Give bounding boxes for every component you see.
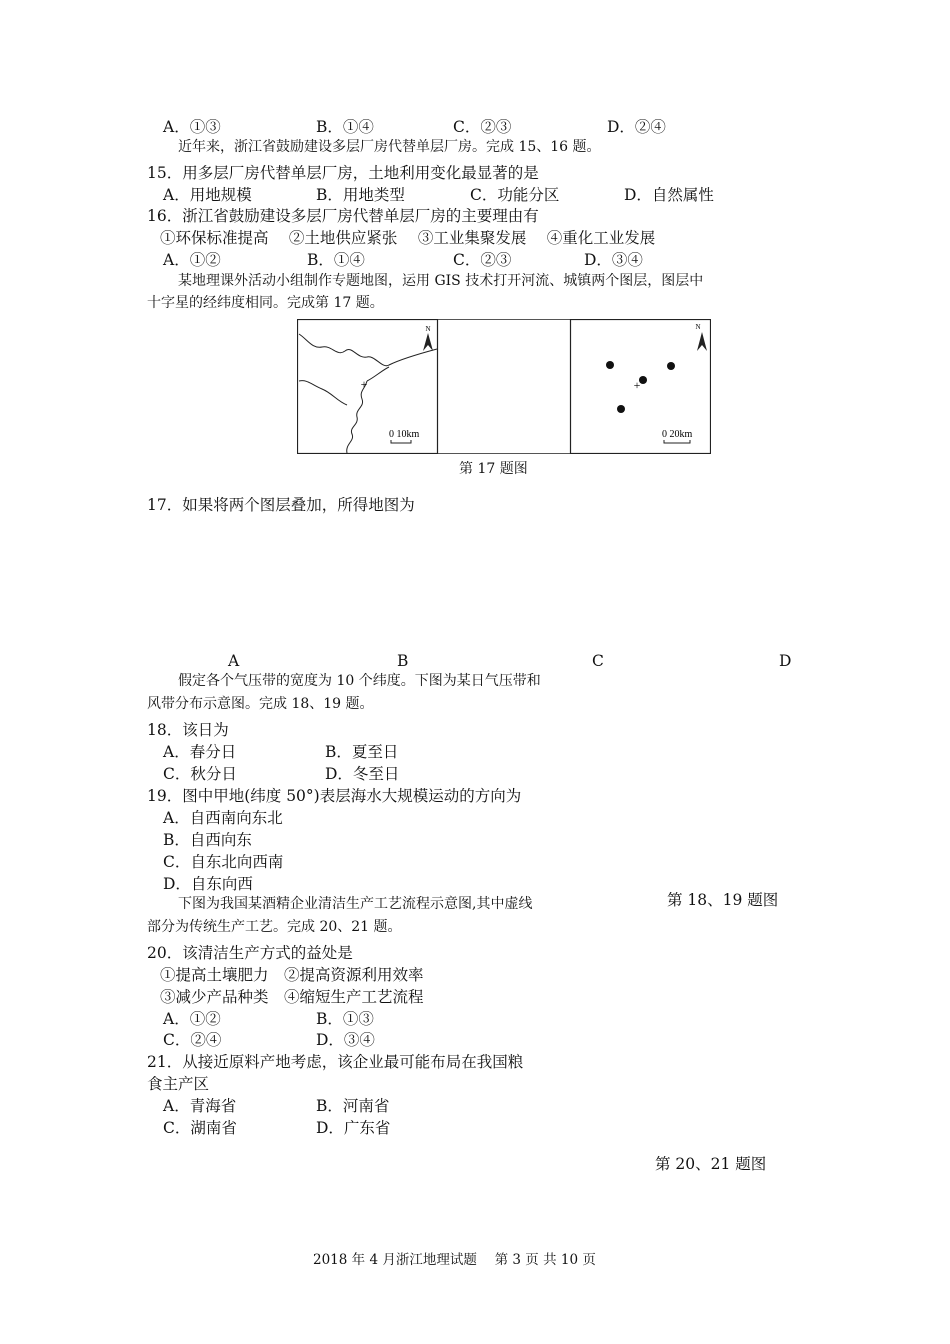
figure-17 (297, 319, 711, 454)
q19-stem: 19．图中甲地(纬度 50°)表层海水大规模运动的方向为 (147, 787, 522, 805)
page-footer: 2018 年 4 月浙江地理试题 第 3 页 共 10 页 (313, 1252, 596, 1268)
q18-option-c: C．秋分日 (163, 765, 237, 783)
q15-option-b: B．用地类型 (316, 186, 405, 204)
q19-option-b: B．自西向东 (163, 831, 252, 849)
q20-option-c: C．②④ (163, 1031, 222, 1049)
q20-items-1: ①提高土壤肥力 ②提高资源利用效率 (160, 966, 424, 984)
q17-label-c: C (592, 652, 604, 670)
q19-option-a: A．自西南向东北 (163, 809, 283, 827)
q18-option-a: A．春分日 (163, 743, 237, 761)
north-label-left: N (425, 325, 431, 333)
q17-label-a: A (228, 652, 240, 670)
q17-label-b: B (397, 652, 409, 670)
q20-stem: 20．该清洁生产方式的益处是 (147, 944, 353, 962)
q14-option-d: D．②④ (607, 118, 666, 136)
q14-option-a: A．①③ (163, 118, 221, 136)
q20-option-a: A．①② (163, 1010, 221, 1028)
q14-option-c: C．②③ (453, 118, 512, 136)
q15-option-a: A．用地规模 (163, 186, 252, 204)
scale-label-right: 0 20km (662, 429, 693, 440)
intro-20-line2: 部分为传统生产工艺。完成 20、21 题。 (147, 919, 402, 935)
town-layer-crosshair: + (633, 378, 641, 392)
q15-option-d: D．自然属性 (624, 186, 714, 204)
q20-option-d: D．③④ (316, 1031, 375, 1049)
intro-17-line2: 十字星的经纬度相同。完成第 17 题。 (147, 295, 384, 311)
q21-stem-line1: 21．从接近原料产地考虑，该企业最可能布局在我国粮 (147, 1053, 524, 1071)
q16-option-c: C．②③ (453, 251, 512, 269)
q20-option-b: B．①③ (316, 1010, 374, 1028)
q16-option-b: B．①④ (307, 251, 365, 269)
intro-18-line1: 假定各个气压带的宽度为 10 个纬度。下图为某日气压带和 (178, 673, 541, 689)
q16-option-d: D．③④ (584, 251, 643, 269)
q17-label-d: D (779, 652, 792, 670)
town-dot (667, 362, 675, 370)
q21-option-d: D．广东省 (316, 1119, 391, 1137)
town-dot (617, 405, 625, 413)
q21-stem-line2: 食主产区 (147, 1075, 210, 1093)
north-label-right: N (695, 323, 701, 331)
q21-option-b: B．河南省 (316, 1097, 390, 1115)
figure-20-21-caption: 第 20、21 题图 (655, 1155, 767, 1173)
river-layer-crosshair: + (360, 377, 368, 391)
q16-items: ①环保标准提高 ②土地供应紧张 ③工业集聚发展 ④重化工业发展 (160, 229, 656, 247)
intro-20-line1: 下图为我国某酒精企业清洁生产工艺流程示意图,其中虚线 (178, 896, 533, 912)
q21-option-c: C．湖南省 (163, 1119, 237, 1137)
intro-15-16: 近年来，浙江省鼓励建设多层厂房代替单层厂房。完成 15、16 题。 (178, 139, 601, 155)
q17-stem: 17．如果将两个图层叠加，所得地图为 (147, 496, 415, 514)
town-dot (606, 361, 614, 369)
q21-option-a: A．青海省 (163, 1097, 237, 1115)
q16-option-a: A．①② (163, 251, 221, 269)
q18-option-d: D．冬至日 (325, 765, 400, 783)
q19-option-c: C．自东北向西南 (163, 853, 284, 871)
q15-stem: 15．用多层厂房代替单层厂房，土地利用变化最显著的是 (147, 164, 539, 182)
q18-option-b: B．夏至日 (325, 743, 399, 761)
intro-18-line2: 风带分布示意图。完成 18、19 题。 (147, 696, 374, 712)
q14-option-b: B．①④ (316, 118, 374, 136)
q15-option-c: C．功能分区 (470, 186, 560, 204)
figure-18-19-caption: 第 18、19 题图 (667, 891, 779, 909)
q18-stem: 18．该日为 (147, 721, 229, 739)
figure-17-caption: 第 17 题图 (459, 461, 528, 477)
scale-label-left: 0 10km (389, 429, 420, 440)
q20-items-2: ③减少产品种类 ④缩短生产工艺流程 (160, 988, 424, 1006)
q19-option-d: D．自东向西 (163, 875, 253, 893)
q16-stem: 16．浙江省鼓励建设多层厂房代替单层厂房的主要理由有 (147, 207, 539, 225)
intro-17-line1: 某地理课外活动小组制作专题地图，运用 GIS 技术打开河流、城镇两个图层，图层中 (178, 273, 704, 289)
